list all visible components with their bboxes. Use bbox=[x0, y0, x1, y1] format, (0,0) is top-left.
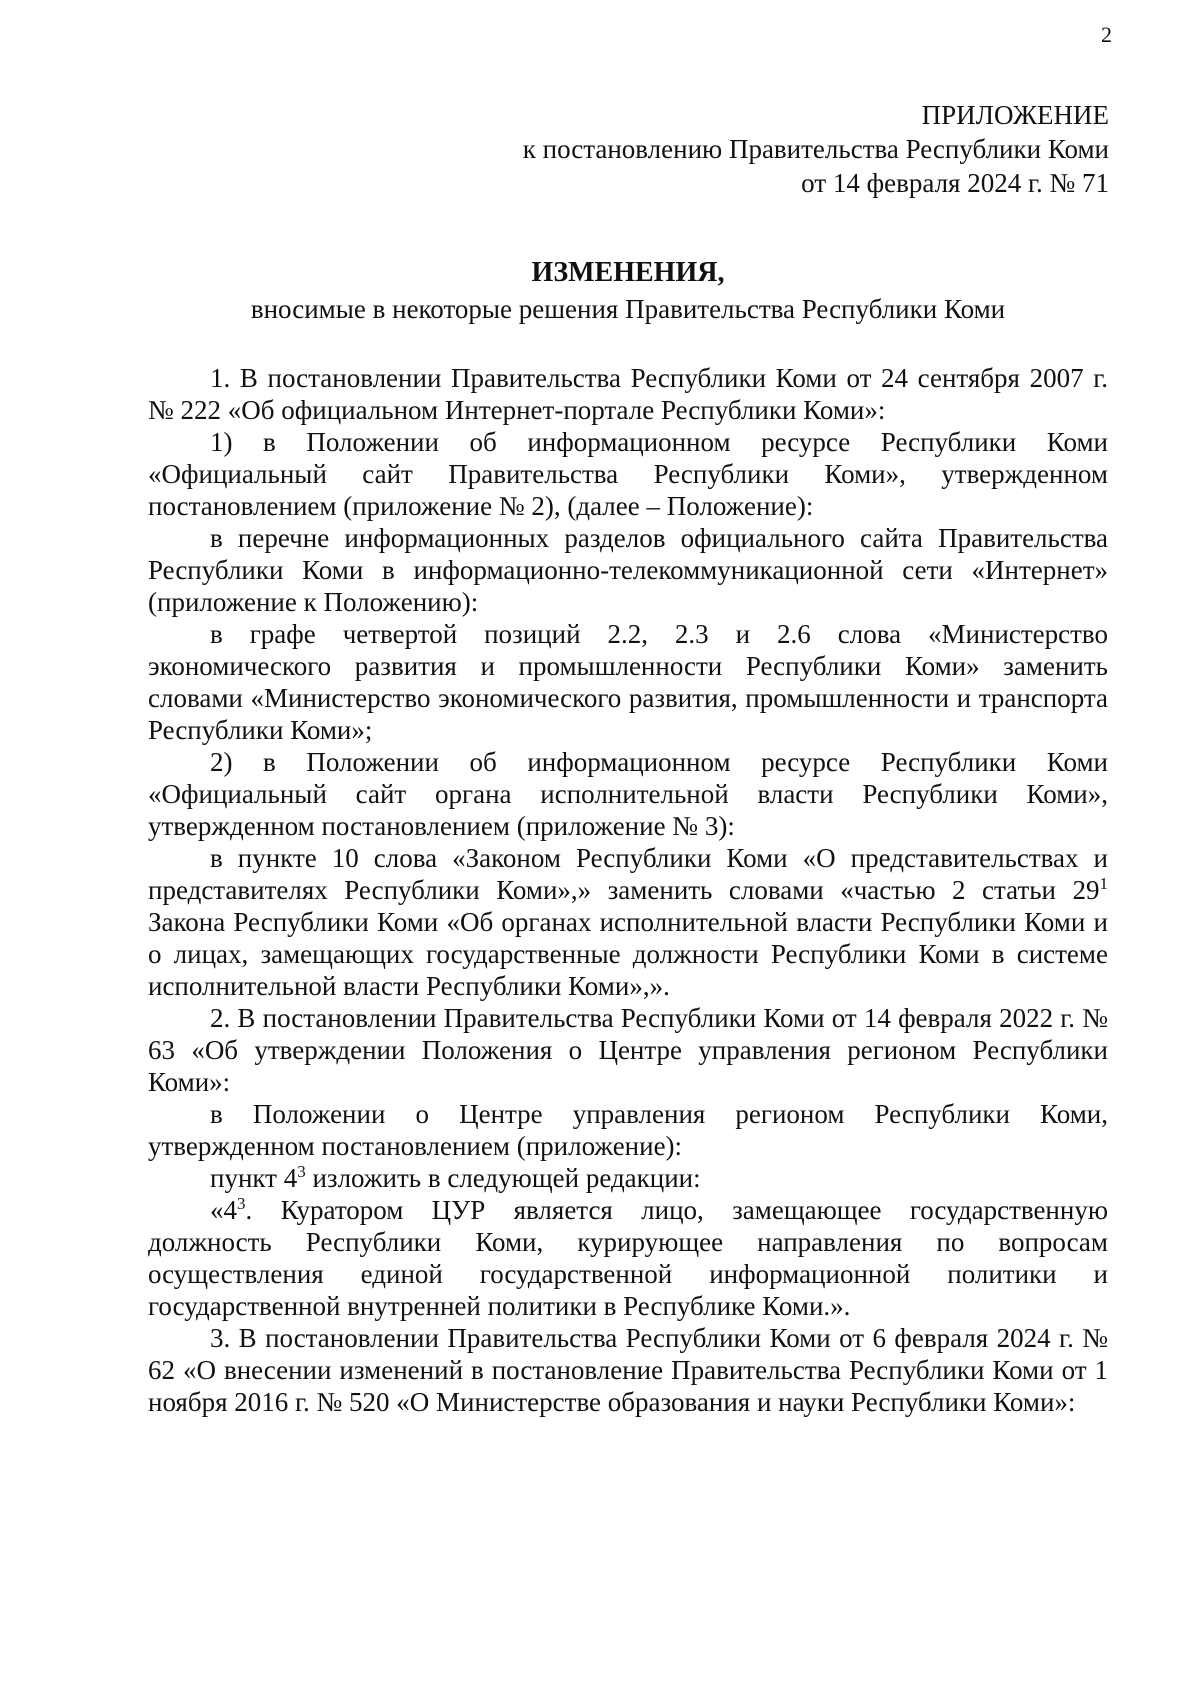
page-number: 2 bbox=[1101, 22, 1112, 47]
paragraph-10-text-a: «4 bbox=[210, 1195, 237, 1225]
document-subtitle: вносимые в некоторые решения Правительства Республики Коми bbox=[250, 294, 1006, 324]
paragraph-6-text-a: в пункте 10 слова «Законом Республики Коми «О представительствах и представителях Республики Коми»,» заменить словами «частью 2 статьи 29 bbox=[148, 843, 1108, 905]
appendix-date-line: от 14 февраля 2024 г. № 71 bbox=[801, 168, 1109, 198]
document-title: ИЗМЕНЕНИЯ, bbox=[531, 257, 725, 288]
paragraph-6-superscript: 1 bbox=[1099, 874, 1108, 893]
paragraph-10 bbox=[148, 1194, 1108, 1322]
paragraph-9-text-a: пункт 4 bbox=[210, 1163, 298, 1193]
paragraph-1: 1. В постановлении Правительства Республики Коми от 24 сентября 2007 г. № 222 «Об официальном Интернет-портале Республики Коми»: bbox=[148, 363, 1108, 425]
paragraph-4: в графе четвертой позиций 2.2, 2.3 и 2.6 слова «Министерство экономического развития и промышленности Республики Коми» заменить словами «Министерство экономического развития, промышленности и транспорта Республики Коми»; bbox=[148, 619, 1108, 745]
document-heading bbox=[148, 255, 1108, 327]
paragraph-9 bbox=[148, 1162, 1108, 1194]
paragraph-9-superscript: 3 bbox=[297, 1162, 306, 1181]
paragraph-10-text-b: . Куратором ЦУР является лицо, замещающее государственную должность Республики Коми, курирующее направления по вопросам осуществления единой государственной информационной политики и государственной внутренней политики в Республике Коми.». bbox=[148, 1195, 1108, 1321]
paragraph-6-text-b: Закона Республики Коми «Об органах исполнительной власти Республики Коми и о лицах, замещающих государственные должности Республики Коми в системе исполнительной власти Республики Коми»,». bbox=[148, 907, 1108, 1001]
paragraph-8: в Положении о Центре управления регионом Республики Коми, утвержденном постановлением (приложение): bbox=[148, 1099, 1108, 1161]
appendix-label: ПРИЛОЖЕНИЕ bbox=[921, 100, 1109, 130]
paragraph-11: 3. В постановлении Правительства Республики Коми от 6 февраля 2024 г. № 62 «О внесении изменений в постановление Правительства Республики Коми от 1 ноября 2016 г. № 520 «О Министерстве образования и науки Республики Коми»: bbox=[148, 1323, 1108, 1417]
paragraph-2: 1) в Положении об информационном ресурсе Республики Коми «Официальный сайт Правительства Республики Коми», утвержденном постановлением (приложение № 2), (далее – Положение): bbox=[148, 427, 1108, 521]
appendix-header bbox=[523, 98, 1109, 200]
paragraph-10-superscript: 3 bbox=[237, 1194, 246, 1213]
paragraph-6 bbox=[148, 842, 1108, 1002]
appendix-decree-line: к постановлению Правительства Республики Коми bbox=[522, 134, 1109, 164]
paragraph-7: 2. В постановлении Правительства Республики Коми от 14 февраля 2022 г. № 63 «Об утверждении Положения о Центре управления регионом Республики Коми»: bbox=[148, 1003, 1108, 1097]
document-body bbox=[148, 362, 1108, 1418]
paragraph-5: 2) в Положении об информационном ресурсе Республики Коми «Официальный сайт органа исполнительной власти Республики Коми», утвержденном постановлением (приложение № 3): bbox=[148, 747, 1108, 841]
paragraph-9-text-b: изложить в следующей редакции: bbox=[305, 1163, 701, 1193]
paragraph-3: в перечне информационных разделов официального сайта Правительства Республики Коми в информационно-телекоммуникационной сети «Интернет» (приложение к Положению): bbox=[148, 523, 1108, 617]
